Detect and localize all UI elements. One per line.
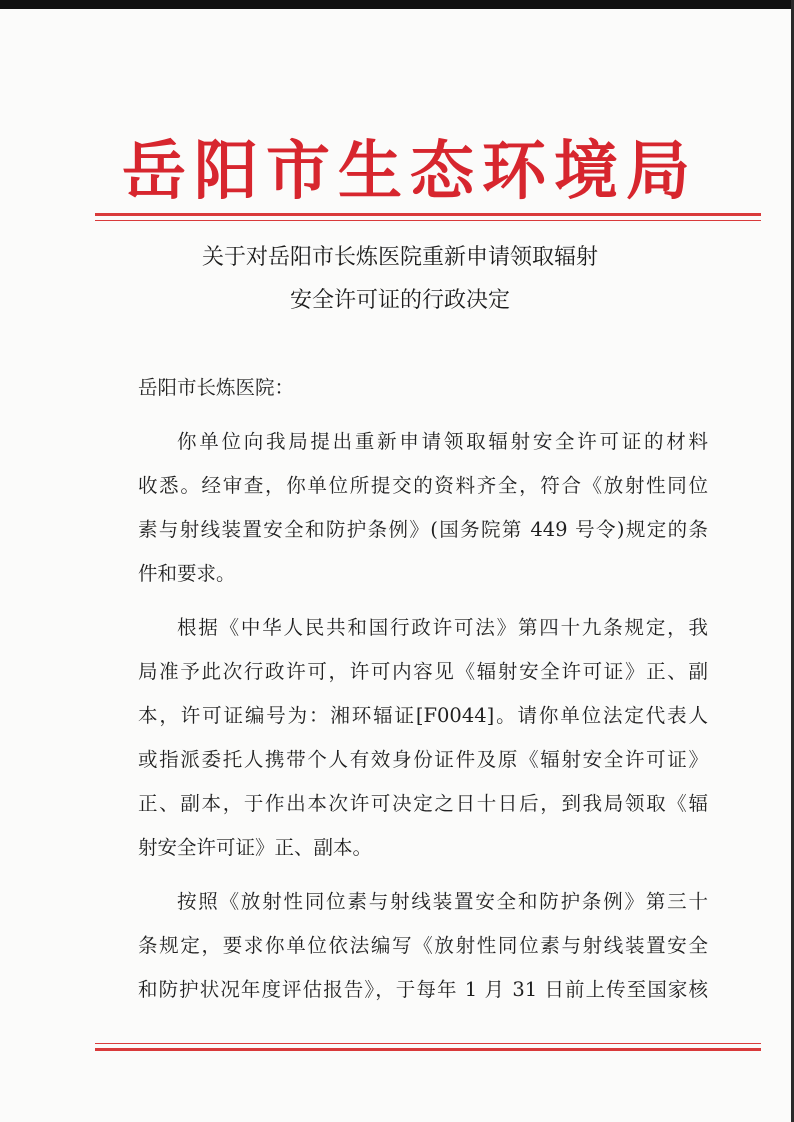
paragraph-2	[138, 606, 708, 870]
paragraph-1	[138, 420, 708, 596]
paragraph-line: 本，许可证编号为：湘环辐证[F0044]。请你单位法定代表人	[138, 704, 708, 727]
footer-rule-thin	[95, 1043, 761, 1044]
paragraph-line: 条规定，要求你单位依法编写《放射性同位素与射线装置安全	[138, 934, 708, 957]
paragraph-line: 你单位向我局提出重新申请领取辐射安全许可证的材料	[177, 430, 708, 453]
paragraph-line: 射安全许可证》正、副本。	[138, 836, 373, 859]
document-title-line-1: 关于对岳阳市长炼医院重新申请领取辐射	[201, 245, 598, 270]
paragraph-line: 根据《中华人民共和国行政许可法》第四十九条规定，我	[177, 616, 708, 639]
letterhead-agency-name: 岳阳市生态环境局	[122, 134, 698, 209]
paragraph-line: 正、副本，于作出本次许可决定之日十日后，到我局领取《辐	[138, 792, 708, 815]
paragraph-line: 件和要求。	[138, 562, 236, 585]
paragraph-line: 和防护状况年度评估报告》，于每年 1 月 31 日前上传至国家核	[138, 978, 708, 1001]
scan-top-edge	[0, 0, 794, 9]
paragraph-line: 收悉。经审查，你单位所提交的资料齐全，符合《放射性同位	[138, 474, 708, 497]
letterhead-rule-thin	[95, 220, 761, 221]
salutation	[138, 366, 708, 410]
paragraph-3	[138, 880, 708, 1012]
paragraph-line: 局准予此次行政许可，许可内容见《辐射安全许可证》正、副	[138, 660, 708, 683]
letterhead-rule-thick	[95, 213, 761, 216]
footer-rule-thick	[95, 1048, 761, 1051]
document-title-line-2: 安全许可证的行政决定	[289, 288, 510, 313]
paragraph-line: 按照《放射性同位素与射线装置安全和防护条例》第三十	[177, 890, 708, 913]
salutation-text: 岳阳市长炼医院：	[138, 376, 295, 399]
paragraph-line: 或指派委托人携带个人有效身份证件及原《辐射安全许可证》	[138, 748, 708, 771]
paragraph-line: 素与射线装置安全和防护条例》(国务院第 449 号令)规定的条	[138, 518, 708, 541]
